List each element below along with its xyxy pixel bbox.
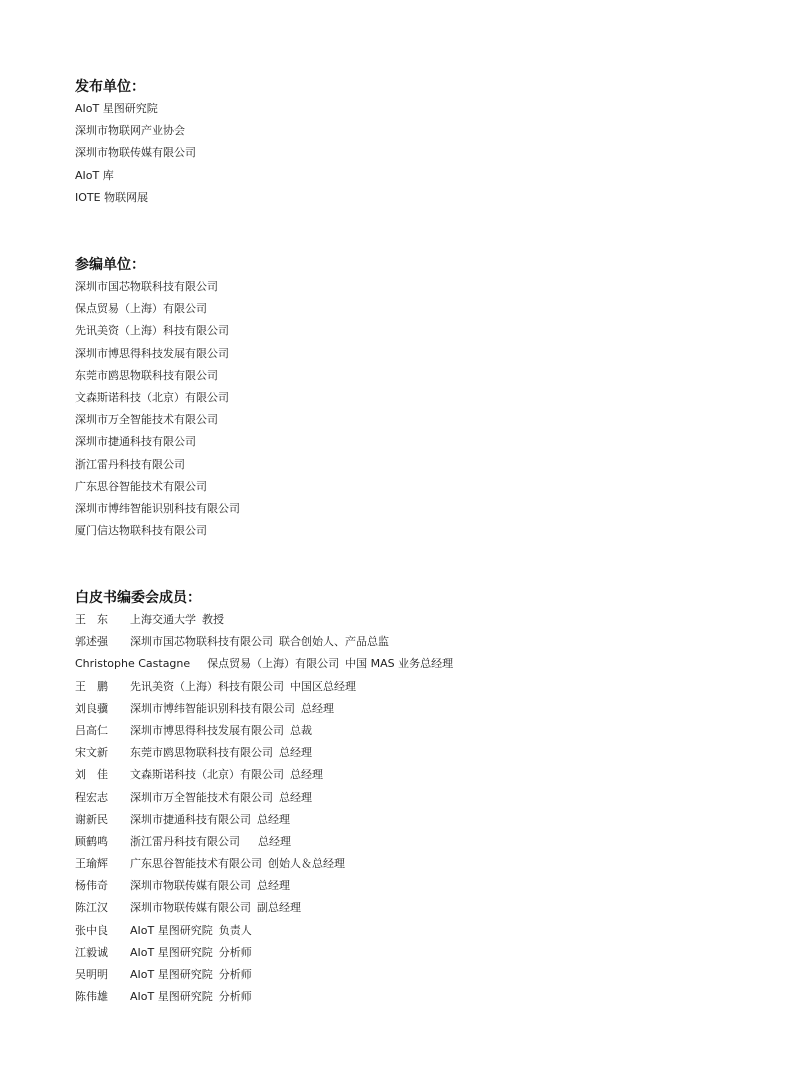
member-role: 总经理	[257, 879, 290, 893]
publisher-item: IOTE 物联网展	[75, 190, 149, 204]
committee-member-row	[75, 653, 453, 675]
member-name: 刘 佳	[75, 768, 108, 782]
member-role: 副总经理	[257, 901, 301, 915]
member-name: 谢新民	[75, 812, 108, 826]
committee-member-row	[75, 676, 453, 698]
member-organization: 广东思谷智能技术有限公司	[130, 857, 262, 871]
member-role: 总经理	[301, 701, 334, 715]
member-organization: 保点贸易（上海）有限公司	[207, 657, 340, 671]
member-name: 陈江汉	[75, 901, 108, 915]
member-name: 吕高仁	[75, 723, 108, 737]
member-organization: 深圳市万全智能技术有限公司	[130, 790, 273, 804]
committee-member-row	[75, 875, 453, 897]
member-role: 总经理	[257, 812, 290, 826]
member-organization: 深圳市物联传媒有限公司	[130, 901, 251, 915]
member-name: 张中良	[75, 923, 108, 937]
committee-member-row	[75, 831, 453, 853]
participating-units-title: 参编单位：	[75, 257, 145, 273]
participant-item: 文森斯诺科技（北京）有限公司	[75, 390, 229, 404]
participant-item: 东莞市鸥思物联科技有限公司	[75, 368, 218, 382]
editorial-committee-section	[75, 589, 453, 1008]
member-organization: 深圳市博纬智能识别科技有限公司	[130, 701, 295, 715]
member-role: 教授	[202, 613, 224, 626]
member-role: 总经理	[279, 746, 312, 760]
member-role: 总裁	[290, 723, 312, 737]
participant-item: 厦门信达物联科技有限公司	[75, 524, 207, 538]
publisher-item: 深圳市物联网产业协会	[75, 124, 185, 138]
member-organization: 浙江雷丹科技有限公司	[130, 834, 240, 848]
committee-member-row	[75, 720, 453, 742]
publisher-item: 深圳市物联传媒有限公司	[75, 146, 196, 160]
member-role: 分析师	[218, 945, 252, 959]
committee-member-row	[75, 631, 453, 653]
member-name: Christophe Castagne	[75, 657, 191, 671]
member-organization: 深圳市捷通科技有限公司	[130, 812, 251, 826]
committee-member-row	[75, 986, 453, 1008]
member-role: 联合创始人、产品总监	[279, 635, 389, 649]
member-organization: 东莞市鸥思物联科技有限公司	[130, 746, 273, 760]
member-organization: 深圳市博思得科技发展有限公司	[130, 723, 284, 737]
participant-item: 先讯美资（上海）科技有限公司	[75, 324, 229, 338]
member-role: 创始人＆总经理	[268, 857, 345, 871]
committee-member-row	[75, 942, 453, 964]
member-name: 杨伟奇	[75, 879, 108, 893]
member-name: 王 东	[75, 613, 108, 626]
committee-member-row	[75, 920, 453, 942]
member-organization: AIoT 星图研究院	[130, 968, 213, 981]
member-role: 总经理	[279, 790, 312, 804]
member-name: 王 鹏	[75, 679, 108, 693]
participant-item: 深圳市国芯物联科技有限公司	[75, 280, 218, 293]
member-name: 宋文新	[75, 746, 108, 760]
member-organization: AIoT 星图研究院	[130, 923, 213, 937]
participant-item: 广东思谷智能技术有限公司	[75, 479, 207, 493]
member-role: 中国 MAS 业务总经理	[345, 657, 454, 671]
member-name: 顾鹤鸣	[75, 834, 108, 848]
committee-member-row	[75, 742, 453, 764]
member-name: 吴明明	[75, 968, 108, 981]
participant-item: 保点贸易（上海）有限公司	[75, 302, 207, 316]
member-role: 分析师	[218, 968, 252, 981]
publisher-item: AIoT 库	[75, 168, 114, 182]
member-name: 王瑜辉	[75, 857, 108, 871]
member-organization: 文森斯诺科技（北京）有限公司	[130, 768, 284, 782]
committee-member-row	[75, 698, 453, 720]
committee-member-row	[75, 853, 453, 875]
member-name: 刘良骥	[75, 701, 108, 715]
member-role: 总经理	[258, 834, 291, 848]
member-name: 陈伟雄	[75, 990, 108, 1004]
committee-member-row	[75, 764, 453, 786]
committee-member-row	[75, 809, 453, 831]
member-role: 总经理	[290, 768, 323, 782]
participant-item: 深圳市捷通科技有限公司	[75, 435, 196, 449]
member-name: 郭述强	[75, 635, 108, 649]
participant-item: 深圳市博纬智能识别科技有限公司	[75, 501, 240, 515]
member-organization: 深圳市物联传媒有限公司	[130, 879, 251, 893]
member-role: 中国区总经理	[290, 679, 356, 693]
committee-member-row	[75, 964, 453, 986]
member-name: 江毅诚	[75, 945, 108, 959]
committee-member-row	[75, 787, 453, 809]
publisher-item: AIoT 星图研究院	[75, 102, 158, 115]
member-organization: AIoT 星图研究院	[130, 990, 213, 1004]
member-organization: AIoT 星图研究院	[130, 945, 213, 959]
editorial-committee-title: 白皮书编委会成员：	[75, 590, 201, 606]
publishing-units-title: 发布单位：	[75, 79, 145, 95]
member-organization: 深圳市国芯物联科技有限公司	[130, 635, 273, 649]
participant-item: 深圳市博思得科技发展有限公司	[75, 346, 229, 360]
member-organization: 上海交通大学	[130, 613, 196, 626]
member-role: 负责人	[218, 923, 252, 937]
participating-units-section	[75, 256, 240, 542]
committee-member-row	[75, 609, 453, 631]
committee-member-row	[75, 897, 453, 919]
publishing-units-section	[75, 78, 196, 209]
participant-item: 浙江雷丹科技有限公司	[75, 457, 185, 471]
member-role: 分析师	[218, 990, 252, 1004]
participant-item: 深圳市万全智能技术有限公司	[75, 413, 218, 427]
member-organization: 先讯美资（上海）科技有限公司	[130, 679, 284, 693]
member-name: 程宏志	[75, 790, 108, 804]
